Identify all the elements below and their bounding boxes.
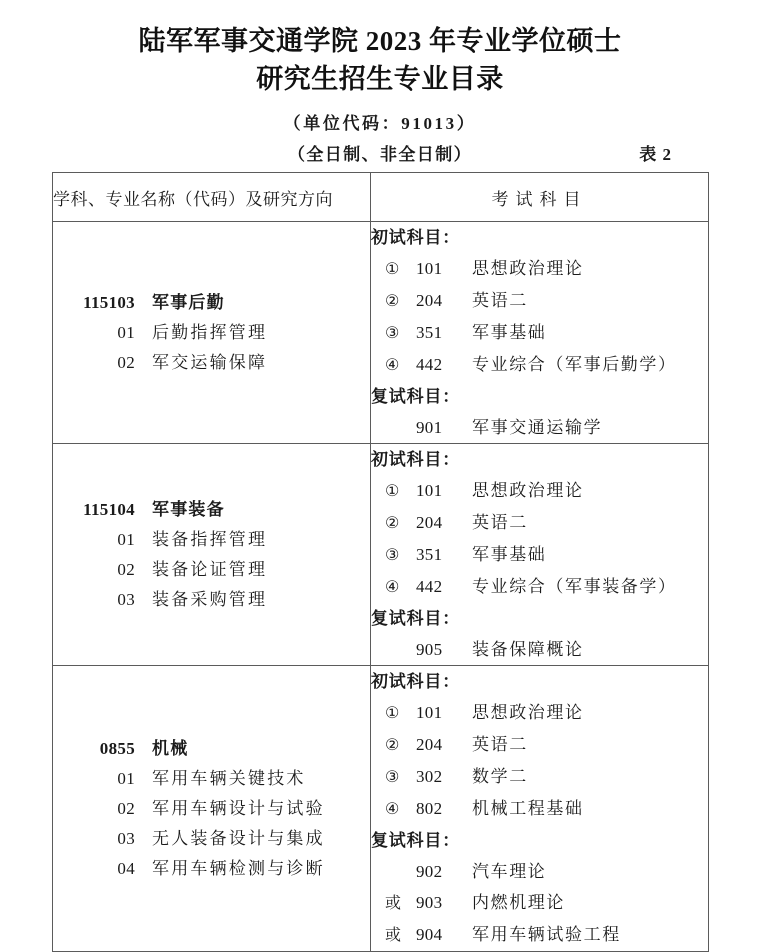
subject-code: 302 — [416, 767, 443, 786]
major-name: 军事后勤 — [152, 292, 225, 312]
exam-subject-line — [371, 253, 708, 285]
table-header-row — [53, 173, 709, 222]
column-header-major: 学科、专业名称（代码）及研究方向 — [53, 173, 371, 222]
subject-marker: ② — [385, 293, 400, 310]
subject-name: 专业综合（军事装备学） — [472, 577, 677, 596]
subject-marker: 或 — [385, 895, 402, 912]
exam-subject-line — [371, 539, 708, 571]
first-stage-label: 初试科目： — [371, 450, 460, 469]
table-row — [53, 666, 709, 952]
subject-name: 军用车辆试验工程 — [472, 925, 621, 944]
subject-marker: ③ — [385, 769, 400, 786]
exam-subject-line — [371, 507, 708, 539]
exam-subject-line — [371, 349, 708, 381]
direction-name: 后勤指挥管理 — [152, 322, 268, 342]
second-stage-label: 复试科目： — [371, 831, 460, 850]
exam-cell — [371, 666, 709, 952]
direction-code: 02 — [117, 559, 135, 579]
subject-code: 442 — [416, 355, 443, 374]
subject-code: 901 — [416, 418, 443, 437]
subject-code: 351 — [416, 323, 443, 342]
subject-name: 汽车理论 — [472, 862, 547, 881]
research-direction — [53, 824, 370, 854]
direction-name: 军交运输保障 — [152, 352, 268, 372]
subject-name: 军事基础 — [472, 323, 547, 342]
subject-name: 英语二 — [472, 735, 528, 754]
direction-name: 装备采购管理 — [152, 589, 268, 609]
subject-marker: ② — [385, 737, 400, 754]
direction-code: 02 — [117, 352, 135, 372]
major-cell — [53, 666, 371, 952]
exam-subject-line — [371, 919, 708, 951]
major-cell — [53, 222, 371, 444]
direction-name: 装备论证管理 — [152, 559, 268, 579]
subject-code: 442 — [416, 577, 443, 596]
subject-name: 机械工程基础 — [472, 799, 584, 818]
study-mode-subtitle: （全日制、非全日制） — [288, 145, 472, 164]
direction-code: 04 — [117, 858, 135, 878]
subject-code: 351 — [416, 545, 443, 564]
major-code: 115104 — [83, 499, 135, 519]
title-block — [0, 0, 760, 168]
direction-name: 装备指挥管理 — [152, 529, 268, 549]
subject-marker: ① — [385, 483, 400, 500]
unit-code-subtitle: （单位代码：91013） — [283, 114, 477, 133]
page-title-line-1: 陆军军事交通学院 2023 年专业学位硕士 — [138, 26, 622, 56]
research-direction — [53, 555, 370, 585]
major-cell — [53, 444, 371, 666]
research-direction — [53, 348, 370, 378]
subject-code: 101 — [416, 703, 443, 722]
subject-code: 204 — [416, 735, 443, 754]
subject-marker: ③ — [385, 325, 400, 342]
subject-code: 204 — [416, 513, 443, 532]
subject-code: 101 — [416, 259, 443, 278]
subject-marker: 或 — [385, 927, 402, 944]
direction-code: 01 — [117, 529, 135, 549]
direction-code: 02 — [117, 798, 135, 818]
exam-subject-line — [371, 412, 708, 443]
exam-subject-line — [371, 887, 708, 919]
research-direction — [53, 585, 370, 615]
catalog-table — [52, 172, 709, 952]
exam-cell — [371, 444, 709, 666]
column-header-exam: 考试科目 — [371, 173, 709, 222]
exam-subject-line — [371, 571, 708, 603]
direction-name: 军用车辆设计与试验 — [152, 798, 325, 818]
subject-marker: ④ — [385, 579, 400, 596]
subject-code: 903 — [416, 893, 443, 912]
exam-subject-line — [371, 729, 708, 761]
subject-name: 思想政治理论 — [472, 259, 584, 278]
research-direction — [53, 764, 370, 794]
exam-subject-line — [371, 761, 708, 793]
exam-cell — [371, 222, 709, 444]
subject-name: 军事基础 — [472, 545, 547, 564]
subject-marker: ③ — [385, 547, 400, 564]
study-mode-row — [0, 142, 760, 168]
subject-code: 802 — [416, 799, 443, 818]
subject-name: 装备保障概论 — [472, 640, 584, 659]
exam-subject-line — [371, 793, 708, 825]
second-stage-label: 复试科目： — [371, 609, 460, 628]
subject-code: 902 — [416, 862, 443, 881]
direction-code: 01 — [117, 322, 135, 342]
major-name: 军事装备 — [152, 499, 225, 519]
direction-name: 无人装备设计与集成 — [152, 828, 325, 848]
exam-subject-line — [371, 317, 708, 349]
major-name: 机械 — [152, 738, 189, 758]
direction-name: 军用车辆关键技术 — [152, 768, 306, 788]
exam-subject-line — [371, 634, 708, 665]
exam-subject-line — [371, 697, 708, 729]
subject-name: 数学二 — [472, 767, 528, 786]
exam-subject-line — [371, 285, 708, 317]
subject-name: 英语二 — [472, 291, 528, 310]
subject-code: 101 — [416, 481, 443, 500]
exam-subject-line — [371, 475, 708, 507]
major-code: 0855 — [99, 738, 135, 758]
research-direction — [53, 794, 370, 824]
catalog-table-wrapper — [52, 172, 708, 952]
subject-name: 军事交通运输学 — [472, 418, 603, 437]
second-stage-label: 复试科目： — [371, 387, 460, 406]
table-number-label: 表 2 — [639, 145, 672, 164]
major-code: 115103 — [83, 292, 135, 312]
direction-code: 03 — [117, 589, 135, 609]
subject-name: 思想政治理论 — [472, 481, 584, 500]
subject-marker: ① — [385, 261, 400, 278]
subject-name: 专业综合（军事后勤学） — [472, 355, 677, 374]
subject-marker: ④ — [385, 801, 400, 818]
subject-name: 内燃机理论 — [472, 893, 565, 912]
major-heading — [53, 288, 370, 318]
page-title-line-2: 研究生招生专业目录 — [256, 64, 504, 94]
first-stage-label: 初试科目： — [371, 672, 460, 691]
table-row — [53, 444, 709, 666]
research-direction — [53, 525, 370, 555]
research-direction — [53, 854, 370, 884]
subject-code: 905 — [416, 640, 443, 659]
subject-name: 思想政治理论 — [472, 703, 584, 722]
subject-code: 904 — [416, 925, 443, 944]
research-direction — [53, 318, 370, 348]
exam-subject-line — [371, 856, 708, 887]
page-title — [0, 22, 760, 98]
major-heading — [53, 495, 370, 525]
subject-code: 204 — [416, 291, 443, 310]
direction-code: 01 — [117, 768, 135, 788]
subject-marker: ② — [385, 515, 400, 532]
subject-marker: ④ — [385, 357, 400, 374]
direction-name: 军用车辆检测与诊断 — [152, 858, 325, 878]
subject-name: 英语二 — [472, 513, 528, 532]
major-heading — [53, 734, 370, 764]
table-row — [53, 222, 709, 444]
direction-code: 03 — [117, 828, 135, 848]
first-stage-label: 初试科目： — [371, 228, 460, 247]
subject-marker: ① — [385, 705, 400, 722]
